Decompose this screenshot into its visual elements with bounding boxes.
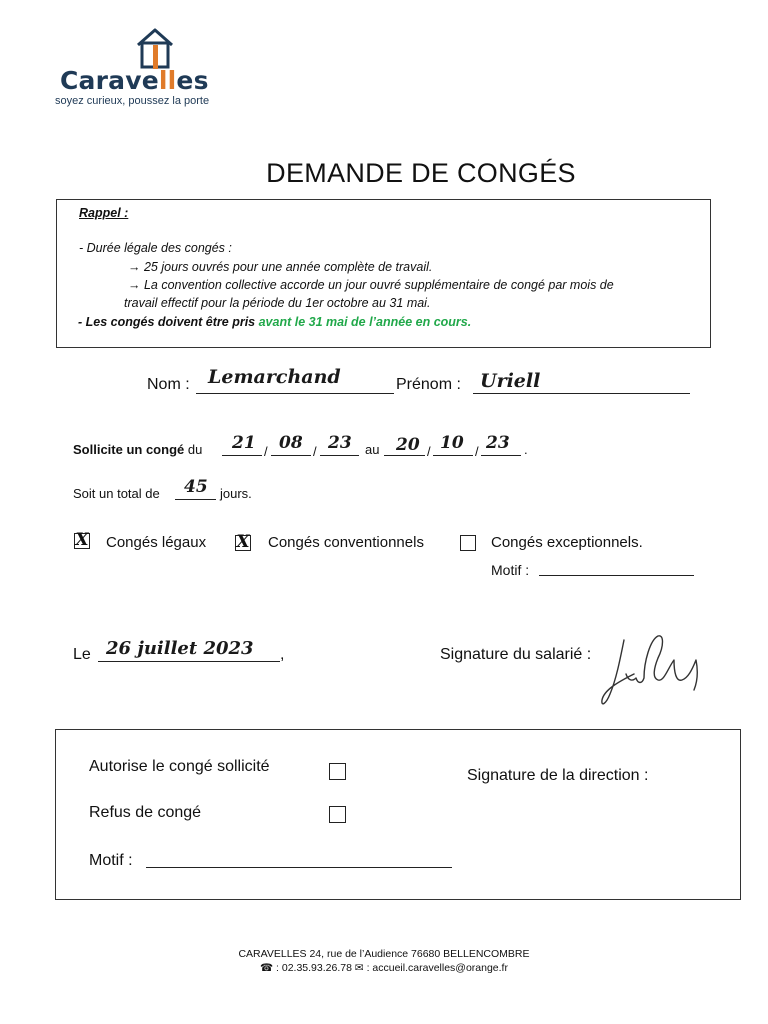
autorise-label: Autorise le congé sollicité: [89, 758, 270, 775]
reminder-heading: Rappel :: [79, 206, 129, 220]
reminder-line-4: - Les congés doivent être pris avant le 31 mai de l’année en cours.: [78, 315, 472, 329]
house-logo-icon: [136, 27, 174, 69]
total-suffix: jours.: [220, 486, 252, 501]
motif-label: Motif :: [491, 562, 530, 578]
reminder-line-1: → 25 jours ouvrés pour une année complète de travail.: [128, 260, 433, 274]
le-label: Le: [73, 646, 91, 663]
refus-label: Refus de congé: [89, 804, 202, 821]
prenom-field[interactable]: Uriell: [480, 370, 541, 392]
direction-motif-field[interactable]: [146, 867, 452, 868]
nom-field[interactable]: Lemarchand: [208, 366, 341, 388]
conges-exceptionnels-label: Congés exceptionnels.: [491, 534, 643, 551]
reminder-line-3: travail effectif pour la période du 1er octobre au 31 mai.: [124, 296, 431, 310]
footer-contact: ☎ : 02.35.93.26.78 ✉ : accueil.caravelles@orange.fr: [260, 962, 508, 974]
sollicite-text: Sollicite un congé du: [73, 442, 203, 457]
conges-conventionnels-check-mark: X: [236, 532, 250, 552]
to-year-field[interactable]: 23: [486, 433, 510, 453]
conges-exceptionnels-checkbox[interactable]: [460, 535, 476, 551]
page-title: DEMANDE DE CONGÉS: [266, 158, 576, 188]
reminder-legal-duration: - Durée légale des congés :: [79, 241, 232, 255]
nom-label: Nom :: [147, 376, 190, 393]
from-day-field[interactable]: 21: [232, 433, 256, 453]
to-day-field[interactable]: 20: [396, 435, 420, 455]
total-days-field[interactable]: 45: [184, 477, 208, 497]
prenom-label: Prénom :: [396, 376, 461, 393]
motif-field[interactable]: [539, 575, 694, 576]
conges-conventionnels-label: Congés conventionnels: [268, 534, 424, 551]
from-month-field[interactable]: 08: [279, 433, 303, 453]
direction-motif-label: Motif :: [89, 852, 133, 869]
to-month-field[interactable]: 10: [440, 433, 464, 453]
conges-legaux-check-mark: X: [75, 530, 89, 550]
company-tagline: soyez curieux, poussez la porte: [55, 95, 210, 107]
mail-icon: ✉: [354, 962, 364, 974]
phone-icon: ☎: [260, 962, 274, 974]
employee-signature-image: [598, 628, 708, 716]
company-logo-name: Caravelles: [60, 66, 209, 95]
conges-legaux-label: Congés légaux: [106, 534, 207, 551]
nom-underline: [196, 393, 394, 394]
from-year-field[interactable]: 23: [328, 433, 352, 453]
employee-signature-label: Signature du salarié :: [440, 646, 592, 663]
reminder-line-2: → La convention collective accorde un jour ouvré supplémentaire de congé par mois de: [128, 278, 614, 292]
prenom-underline: [473, 393, 690, 394]
direction-signature-label: Signature de la direction :: [467, 767, 649, 784]
autorise-checkbox[interactable]: [329, 763, 346, 780]
footer-address: CARAVELLES 24, rue de l’Audience 76680 BELLENCOMBRE: [238, 948, 530, 960]
date-field[interactable]: 26 juillet 2023: [106, 638, 254, 659]
refus-checkbox[interactable]: [329, 806, 346, 823]
total-prefix: Soit un total de: [73, 486, 160, 501]
